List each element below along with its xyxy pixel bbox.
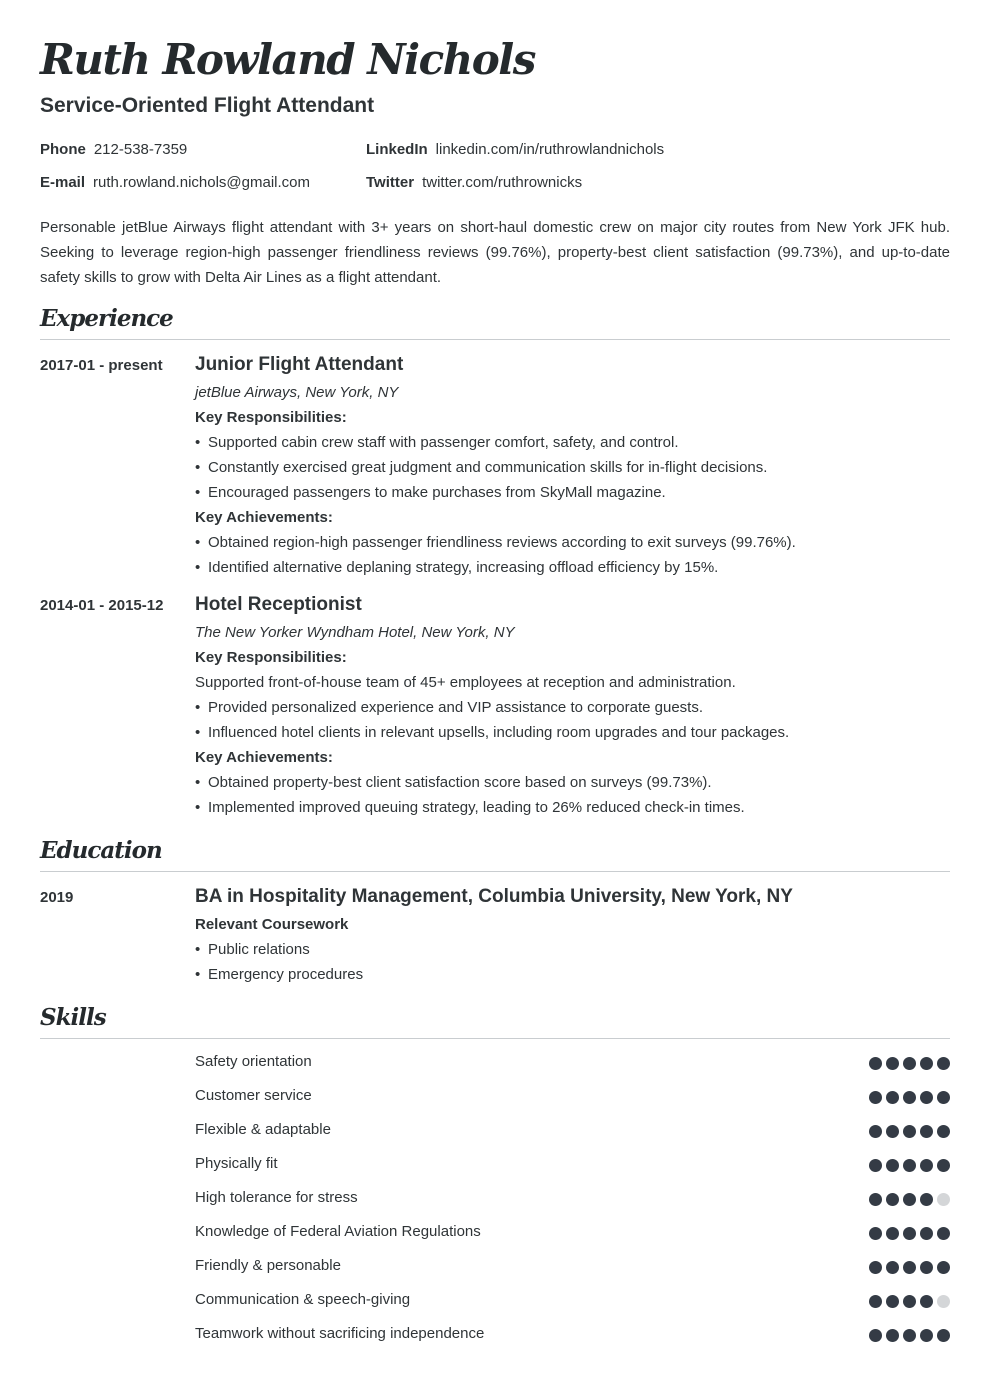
list-item: • Influenced hotel clients in relevant upsells, including room upgrades and tour packages.: [195, 720, 950, 745]
list-item: • Obtained property-best client satisfaction score based on surveys (99.73%).: [195, 770, 950, 795]
responsibilities-label: Key Responsibilities:: [195, 409, 347, 426]
rating-dot-filled: [886, 1091, 899, 1104]
skill-rating: [869, 1125, 950, 1138]
skill-rating: [869, 1193, 950, 1206]
rating-dot-filled: [869, 1295, 882, 1308]
skill-row: [195, 1053, 950, 1073]
rating-dot-filled: [869, 1091, 882, 1104]
skill-rating: [869, 1227, 950, 1240]
email-label: E-mail: [40, 174, 86, 191]
phone-value: 212-538-7359: [93, 141, 188, 158]
rating-dot-filled: [920, 1125, 933, 1138]
skill-name: Knowledge of Federal Aviation Regulations: [195, 1223, 481, 1240]
headline: Service-Oriented Flight Attendant: [40, 94, 375, 117]
rating-dot-filled: [937, 1091, 950, 1104]
rating-dot-filled: [903, 1227, 916, 1240]
rating-dot-filled: [886, 1125, 899, 1138]
section-divider: [40, 339, 950, 340]
rating-dot-filled: [937, 1261, 950, 1274]
rating-dot-filled: [920, 1227, 933, 1240]
skill-name: High tolerance for stress: [195, 1189, 358, 1206]
rating-dot-filled: [886, 1329, 899, 1342]
skill-rating: [869, 1159, 950, 1172]
responsibilities-intro: Supported front-of-house team of 45+ employees at reception and administration.: [195, 674, 736, 691]
list-item: • Encouraged passengers to make purchases from SkyMall magazine.: [195, 480, 950, 505]
linkedin-value: linkedin.com/in/ruthrowlandnichols: [435, 141, 665, 158]
rating-dot-filled: [903, 1193, 916, 1206]
education-year: 2019: [40, 889, 74, 906]
skill-rating: [869, 1295, 950, 1308]
rating-dot-filled: [886, 1261, 899, 1274]
rating-dot-filled: [920, 1295, 933, 1308]
phone-label: Phone: [40, 141, 86, 158]
achievements-label: Key Achievements:: [195, 749, 333, 766]
job-company: The New Yorker Wyndham Hotel, New York, NY: [195, 624, 515, 641]
job-dates: 2014-01 - 2015-12: [40, 597, 164, 614]
rating-dot-filled: [937, 1057, 950, 1070]
skill-name: Communication & speech-giving: [195, 1291, 411, 1308]
rating-dot-filled: [937, 1125, 950, 1138]
skill-name: Flexible & adaptable: [195, 1121, 331, 1138]
achievements-label: Key Achievements:: [195, 509, 333, 526]
experience-heading: Experience: [40, 305, 173, 332]
rating-dot-filled: [869, 1193, 882, 1206]
job-entry: [195, 352, 950, 580]
rating-dot-filled: [920, 1057, 933, 1070]
rating-dot-filled: [903, 1329, 916, 1342]
list-item: • Constantly exercised great judgment and communication skills for in-flight decisions.: [195, 455, 950, 480]
section-divider: [40, 1038, 950, 1039]
list-item: • Provided personalized experience and VIP assistance to corporate guests.: [195, 695, 950, 720]
rating-dot-filled: [903, 1261, 916, 1274]
rating-dot-filled: [869, 1159, 882, 1172]
rating-dot-filled: [903, 1125, 916, 1138]
rating-dot-filled: [920, 1193, 933, 1206]
contact-twitter: [366, 174, 582, 191]
job-entry: [195, 592, 950, 820]
list-item: • Emergency procedures: [195, 962, 950, 987]
rating-dot-empty: [937, 1193, 950, 1206]
list-item: • Supported cabin crew staff with passenger comfort, safety, and control.: [195, 430, 950, 455]
rating-dot-filled: [920, 1329, 933, 1342]
rating-dot-filled: [869, 1227, 882, 1240]
list-item: • Identified alternative deplaning strategy, increasing offload efficiency by 15%.: [195, 555, 950, 580]
job-company: jetBlue Airways, New York, NY: [195, 384, 399, 401]
rating-dot-filled: [937, 1159, 950, 1172]
rating-dot-filled: [886, 1057, 899, 1070]
rating-dot-filled: [937, 1227, 950, 1240]
rating-dot-filled: [869, 1125, 882, 1138]
twitter-label: Twitter: [366, 174, 415, 191]
skill-name: Teamwork without sacrificing independence: [195, 1325, 485, 1342]
rating-dot-filled: [869, 1261, 882, 1274]
coursework-label: Relevant Coursework: [195, 916, 349, 933]
skill-row: [195, 1223, 950, 1243]
contact-email: [40, 174, 310, 191]
skill-name: Physically fit: [195, 1155, 278, 1172]
skills-heading: Skills: [40, 1004, 106, 1031]
linkedin-label: LinkedIn: [366, 141, 428, 158]
rating-dot-filled: [903, 1091, 916, 1104]
rating-dot-filled: [886, 1227, 899, 1240]
responsibilities-label: Key Responsibilities:: [195, 649, 347, 666]
education-heading: Education: [40, 837, 162, 864]
rating-dot-filled: [886, 1193, 899, 1206]
skill-rating: [869, 1057, 950, 1070]
education-entry: [195, 884, 950, 987]
job-title: Hotel Receptionist: [195, 594, 362, 615]
rating-dot-empty: [937, 1295, 950, 1308]
skill-rating: [869, 1261, 950, 1274]
twitter-value: twitter.com/ruthrownicks: [422, 174, 583, 191]
job-dates: 2017-01 - present: [40, 357, 163, 374]
section-divider: [40, 871, 950, 872]
skill-rating: [869, 1329, 950, 1342]
skill-rating: [869, 1091, 950, 1104]
skill-row: [195, 1189, 950, 1209]
contact-linkedin: [366, 141, 664, 158]
rating-dot-filled: [886, 1159, 899, 1172]
skill-name: Friendly & personable: [195, 1257, 341, 1274]
skill-name: Customer service: [195, 1087, 312, 1104]
skill-row: [195, 1325, 950, 1345]
rating-dot-filled: [886, 1295, 899, 1308]
skill-row: [195, 1121, 950, 1141]
skill-row: [195, 1155, 950, 1175]
candidate-name: Ruth Rowland Nichols: [40, 35, 535, 84]
skill-row: [195, 1257, 950, 1277]
contact-phone: [40, 141, 187, 158]
rating-dot-filled: [869, 1329, 882, 1342]
rating-dot-filled: [903, 1057, 916, 1070]
list-item: • Implemented improved queuing strategy, leading to 26% reduced check-in times.: [195, 795, 950, 820]
rating-dot-filled: [869, 1057, 882, 1070]
rating-dot-filled: [903, 1295, 916, 1308]
skill-row: [195, 1291, 950, 1311]
rating-dot-filled: [920, 1261, 933, 1274]
list-item: • Public relations: [195, 937, 950, 962]
email-value: ruth.rowland.nichols@gmail.com: [93, 174, 310, 191]
rating-dot-filled: [903, 1159, 916, 1172]
skill-name: Safety orientation: [195, 1053, 312, 1070]
skill-row: [195, 1087, 950, 1107]
rating-dot-filled: [920, 1159, 933, 1172]
list-item: • Obtained region-high passenger friendliness reviews according to exit surveys (99.76%).: [195, 530, 950, 555]
rating-dot-filled: [920, 1091, 933, 1104]
summary: Personable jetBlue Airways flight attendant with 3+ years on short-haul domestic crew on major city routes from New York JFK hub. Seeking to leverage region-high passenger friendliness reviews (99.76%), property-best client satisfaction (99.73%), and up-to-date safety skills to grow with Delta Air Lines as a flight attendant.: [40, 219, 950, 286]
degree-title: BA in Hospitality Management, Columbia University, New York, NY: [195, 886, 793, 907]
job-title: Junior Flight Attendant: [195, 354, 404, 375]
rating-dot-filled: [937, 1329, 950, 1342]
